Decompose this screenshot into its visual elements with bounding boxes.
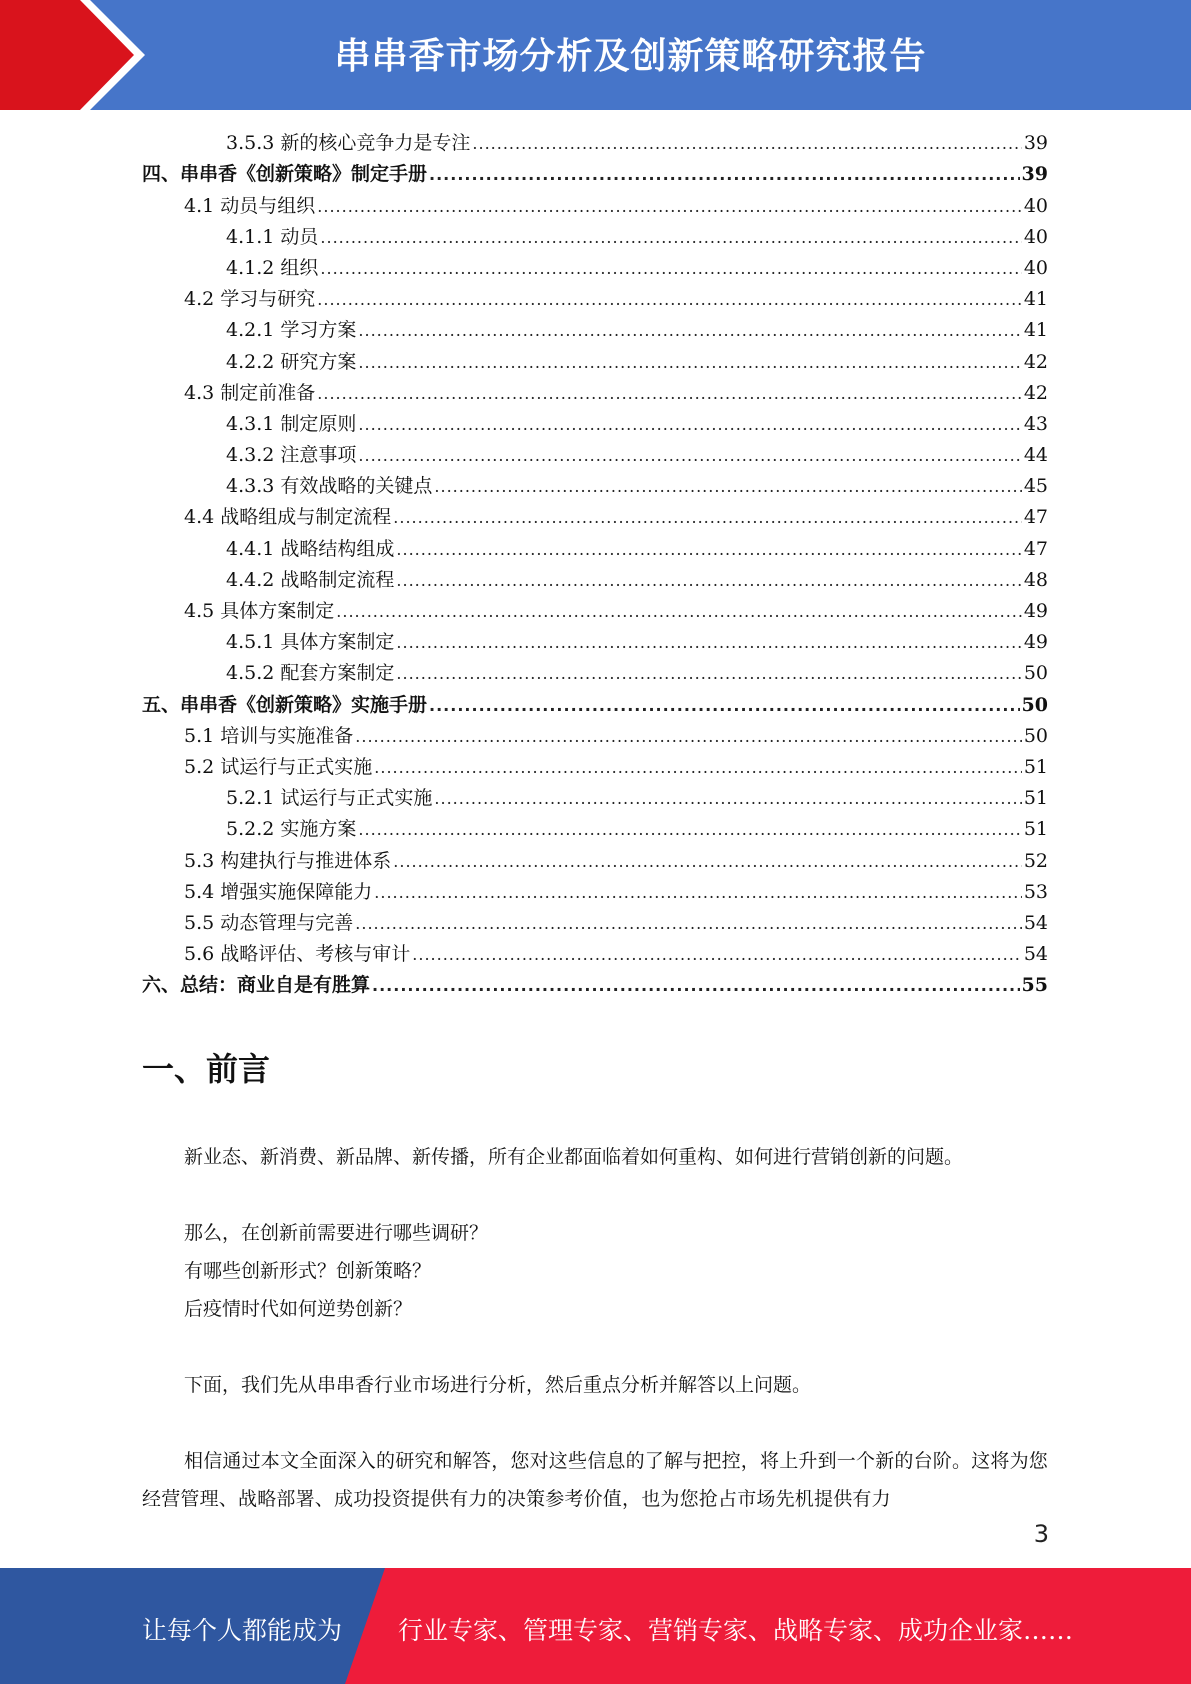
- toc-entry-label: 4.3.1 制定原则: [226, 412, 357, 435]
- toc-entry-page: 41: [1023, 288, 1048, 311]
- toc-dot-leader: [396, 658, 1021, 689]
- toc-dot-leader: [320, 253, 1021, 284]
- toc-dot-leader: [317, 284, 1022, 315]
- toc-entry[interactable]: [142, 471, 1048, 502]
- toc-dot-leader: [358, 347, 1021, 378]
- toc-entry-page: 42: [1023, 350, 1048, 373]
- toc-entry[interactable]: [142, 845, 1048, 876]
- toc-entry-label: 5.2.1 试运行与正式实施: [226, 787, 433, 810]
- toc-dot-leader: [358, 315, 1021, 346]
- toc-entry[interactable]: [142, 190, 1048, 221]
- toc-entry-page: 50: [1021, 693, 1048, 716]
- toc-entry[interactable]: [142, 440, 1048, 471]
- toc-entry-label: 4.5.1 具体方案制定: [226, 631, 395, 654]
- toc-entry[interactable]: [142, 502, 1048, 533]
- toc-entry-label: 5.3 构建执行与推进体系: [184, 849, 392, 872]
- toc-entry[interactable]: [142, 752, 1048, 783]
- toc-entry[interactable]: [142, 565, 1048, 596]
- toc-dot-leader: [317, 191, 1022, 222]
- paragraph-next: 下面，我们先从串串香行业市场进行分析，然后重点分析并解答以上问题。: [184, 1374, 812, 1396]
- toc-dot-leader: [396, 627, 1021, 658]
- toc-dot-leader: [320, 222, 1021, 253]
- toc-dot-leader: [374, 752, 1022, 783]
- toc-entry-page: 44: [1023, 444, 1048, 467]
- toc-entry-page: 54: [1023, 911, 1048, 934]
- toc-entry[interactable]: [142, 409, 1048, 440]
- toc-dot-leader: [358, 409, 1021, 440]
- toc-entry-label: 4.5.2 配套方案制定: [226, 662, 395, 685]
- toc-entry-label: 4.4 战略组成与制定流程: [184, 506, 392, 529]
- toc-dot-leader: [358, 440, 1021, 471]
- toc-dot-leader: [358, 814, 1021, 845]
- toc-entry-page: 42: [1023, 381, 1048, 404]
- toc-entry-page: 45: [1023, 475, 1048, 498]
- toc-entry-label: 4.2.2 研究方案: [226, 350, 357, 373]
- toc-entry-label: 4.3 制定前准备: [184, 381, 316, 404]
- toc-entry[interactable]: [142, 627, 1048, 658]
- toc-entry[interactable]: [142, 783, 1048, 814]
- toc-dot-leader: [434, 471, 1021, 502]
- toc-entry-page: 43: [1023, 412, 1048, 435]
- toc-entry-label: 4.4.2 战略制定流程: [226, 568, 395, 591]
- toc-entry-page: 54: [1023, 943, 1048, 966]
- toc-dot-leader: [393, 502, 1022, 533]
- section-title: 一、前言: [142, 1050, 271, 1088]
- toc-entry-label: 4.3.2 注意事项: [226, 444, 357, 467]
- paragraph-intro: 新业态、新消费、新品牌、新传播，所有企业都面临着如何重构、如何进行营销创新的问题。: [184, 1146, 964, 1168]
- toc-entry-label: 4.1 动员与组织: [184, 194, 316, 217]
- toc-entry[interactable]: [142, 222, 1048, 253]
- toc-entry[interactable]: [142, 284, 1048, 315]
- toc-entry-label: 4.2.1 学习方案: [226, 319, 357, 342]
- toc-entry-label: 六、总结：商业自是有胜算: [142, 974, 371, 997]
- toc-dot-leader: [355, 721, 1022, 752]
- toc-entry-label: 5.6 战略评估、考核与审计: [184, 943, 411, 966]
- toc-dot-leader: [374, 877, 1022, 908]
- toc-entry-page: 52: [1023, 849, 1048, 872]
- toc-entry-page: 53: [1023, 880, 1048, 903]
- toc-entry-page: 49: [1023, 631, 1048, 654]
- page-header: [0, 0, 1191, 110]
- toc-entry[interactable]: [142, 877, 1048, 908]
- toc-entry[interactable]: [142, 939, 1048, 970]
- toc-dot-leader: [317, 378, 1022, 409]
- toc-entry-page: 55: [1021, 974, 1048, 997]
- toc-dot-leader: [429, 159, 1020, 190]
- toc-entry-label: 5.2 试运行与正式实施: [184, 755, 373, 778]
- toc-entry-page: 50: [1023, 724, 1048, 747]
- toc-dot-leader: [396, 534, 1021, 565]
- toc-dot-leader: [336, 596, 1022, 627]
- toc-dot-leader: [355, 908, 1022, 939]
- toc-dot-leader: [429, 690, 1020, 721]
- toc-entry[interactable]: [142, 658, 1048, 689]
- toc-entry-page: 40: [1023, 256, 1048, 279]
- toc-entry[interactable]: [142, 721, 1048, 752]
- toc-entry-page: 47: [1023, 537, 1048, 560]
- toc-entry-label: 5.1 培训与实施准备: [184, 724, 354, 747]
- page-footer: [0, 1568, 1191, 1684]
- toc-entry[interactable]: [142, 315, 1048, 346]
- toc-entry-page: 47: [1023, 506, 1048, 529]
- toc-dot-leader: [412, 939, 1022, 970]
- toc-entry-label: 五、串串香《创新策略》实施手册: [142, 693, 428, 716]
- toc-entry[interactable]: [142, 378, 1048, 409]
- toc-entry-page: 50: [1023, 662, 1048, 685]
- toc-entry-label: 4.3.3 有效战略的关键点: [226, 475, 433, 498]
- toc-entry-page: 49: [1023, 600, 1048, 622]
- toc-entry-page: 51: [1023, 818, 1048, 841]
- toc-entry-label: 4.5 具体方案制定: [184, 600, 335, 622]
- toc-entry-page: 39: [1023, 132, 1048, 155]
- header-title: 串串香市场分析及创新策略研究报告: [334, 36, 927, 77]
- toc-entry-label: 4.1.2 组织: [226, 256, 319, 279]
- toc-entry-page: 40: [1023, 194, 1048, 217]
- toc-entry-page: 48: [1023, 568, 1048, 591]
- toc-entry-page: 40: [1023, 225, 1048, 248]
- question-3: 后疫情时代如何逆势创新？: [184, 1298, 413, 1320]
- toc-entry[interactable]: [142, 596, 1048, 627]
- toc-entry-label: 四、串串香《创新策略》制定手册: [142, 163, 428, 186]
- toc-entry[interactable]: [142, 908, 1048, 939]
- toc-entry-label: 4.4.1 战略结构组成: [226, 537, 395, 560]
- toc-entry-label: 3.5.3 新的核心竞争力是专注: [226, 132, 471, 155]
- question-2: 有哪些创新形式？创新策略？: [184, 1260, 432, 1282]
- toc-entry[interactable]: [142, 159, 1048, 190]
- toc-entry[interactable]: [142, 346, 1048, 377]
- toc-entry-page: 51: [1023, 787, 1048, 810]
- toc-entry-page: 39: [1021, 163, 1048, 186]
- toc-entry[interactable]: [142, 128, 1048, 159]
- toc-entry-label: 5.4 增强实施保障能力: [184, 880, 373, 903]
- toc-entry[interactable]: [142, 970, 1048, 1001]
- page-number: 3: [1033, 1520, 1049, 1548]
- toc-entry-page: 41: [1023, 319, 1048, 342]
- paragraph-conclusion: 相信通过本文全面深入的研究和解答，您对这些信息的了解与把控，将上升到一个新的台阶。这将为您经营管理、战略部署、成功投资提供有力的决策参考价值，也为您抢占市场先机提供有力: [142, 1450, 1049, 1510]
- toc-entry[interactable]: [142, 533, 1048, 564]
- toc-entry-page: 51: [1023, 755, 1048, 778]
- question-1: 那么，在创新前需要进行哪些调研？: [184, 1222, 489, 1244]
- toc-entry-label: 5.2.2 实施方案: [226, 818, 357, 841]
- toc-dot-leader: [396, 565, 1021, 596]
- toc-entry-label: 5.5 动态管理与完善: [184, 911, 354, 934]
- toc-dot-leader: [472, 128, 1021, 159]
- toc-dot-leader: [393, 846, 1022, 877]
- table-of-contents: [142, 128, 1048, 1001]
- toc-entry[interactable]: [142, 814, 1048, 845]
- toc-entry[interactable]: [142, 253, 1048, 284]
- toc-entry[interactable]: [142, 689, 1048, 720]
- footer-slogan-right: 行业专家、管理专家、营销专家、战略专家、成功企业家……: [398, 1616, 1074, 1645]
- toc-dot-leader: [372, 970, 1020, 1001]
- toc-dot-leader: [434, 783, 1021, 814]
- toc-entry-label: 4.1.1 动员: [226, 225, 319, 248]
- footer-slogan-left: 让每个人都能成为: [142, 1616, 343, 1645]
- toc-entry-label: 4.2 学习与研究: [184, 288, 316, 311]
